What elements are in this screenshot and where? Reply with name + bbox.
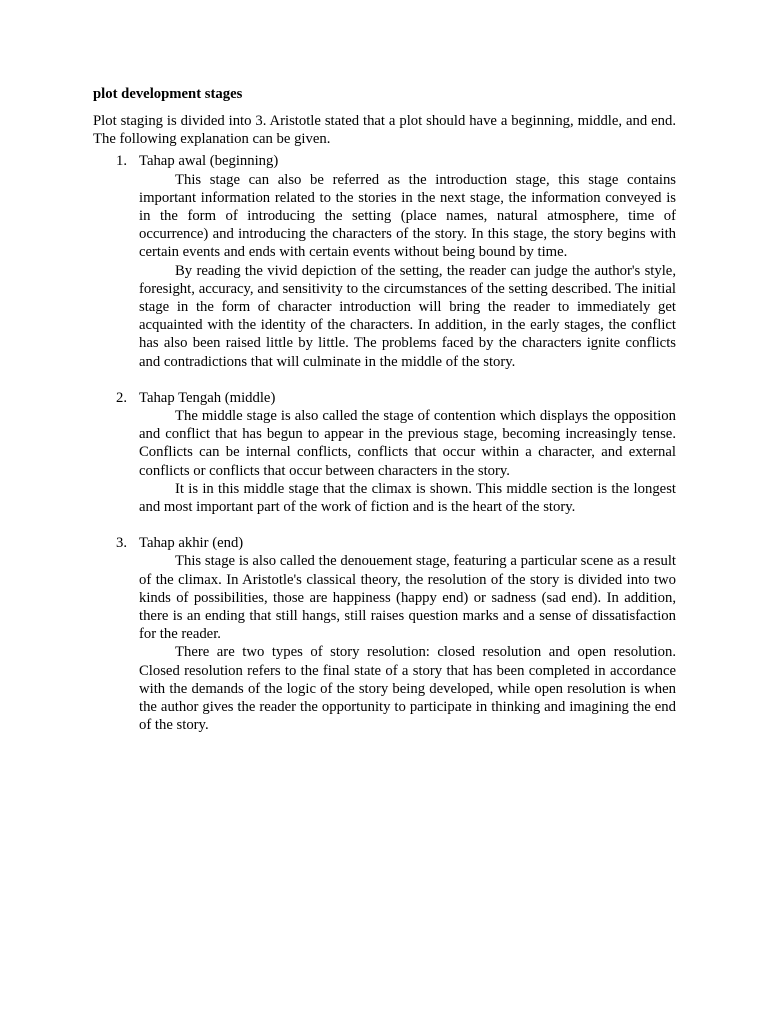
document-title: plot development stages (93, 86, 243, 102)
list-number: 1. (116, 153, 128, 170)
stage-heading: Tahap akhir (end) (139, 535, 244, 552)
stage-item-middle (93, 389, 676, 516)
list-number: 2. (116, 389, 128, 406)
stage-paragraph: The middle stage is also called the stage of contention which displays the opposition and conflict that has begun to appear in the previous stage, becoming increasingly tense. Conflicts can be internal conflicts, conflicts that occur within a character, and external conflicts or conflicts that occur between characters in the story. (139, 408, 676, 479)
stage-paragraph: It is in this middle stage that the climax is shown. This middle section is the longest and most important part of the work of fiction and is the heart of the story. (139, 480, 676, 516)
stage-item-end (93, 534, 676, 734)
stage-paragraph: This stage is also called the denouement stage, featuring a particular scene as a result of the climax. In Aristotle's classical theory, the resolution of the story is divided into two kinds of possibilities, those are happiness (happy end) or sadness (sad end). In addition, there is an ending that still hangs, still raises question marks and a sense of dissatisfaction for the reader. (139, 553, 676, 643)
stage-paragraph: There are two types of story resolution: closed resolution and open resolution. Closed resolution refers to the final state of a story that has been completed in accordance with the demands of the logic of the story being developed, while open resolution is when the author gives the reader the opportunity to participate in thinking and imagining the end of the story. (139, 644, 676, 734)
stage-paragraph: By reading the vivid depiction of the setting, the reader can judge the author's style, foresight, accuracy, and sensitivity to the circumstances of the setting described. The initial stage in the form of character introduction will bring the reader to immediately get acquainted with the identity of the characters. In addition, in the early stages, the conflict has also been raised little by little. The problems faced by the characters ignite conflicts and contradictions that will culminate in the middle of the story. (139, 262, 676, 370)
stage-item-beginning (93, 152, 676, 370)
intro-paragraph: Plot staging is divided into 3. Aristotle stated that a plot should have a beginning, middle, and end. The following explanation can be given. (93, 113, 676, 148)
list-number: 3. (116, 535, 128, 552)
stage-heading: Tahap awal (beginning) (139, 153, 279, 170)
document-page (93, 84, 676, 735)
stage-heading: Tahap Tengah (middle) (139, 389, 276, 406)
stage-paragraph: This stage can also be referred as the introduction stage, this stage contains important information related to the stories in the next stage, the information conveyed is in the form of introducing the setting (place names, natural atmosphere, time of occurrence) and introducing the characters of the story. In this stage, the story begins with certain events and ends with certain events without being bound by time. (139, 171, 676, 261)
